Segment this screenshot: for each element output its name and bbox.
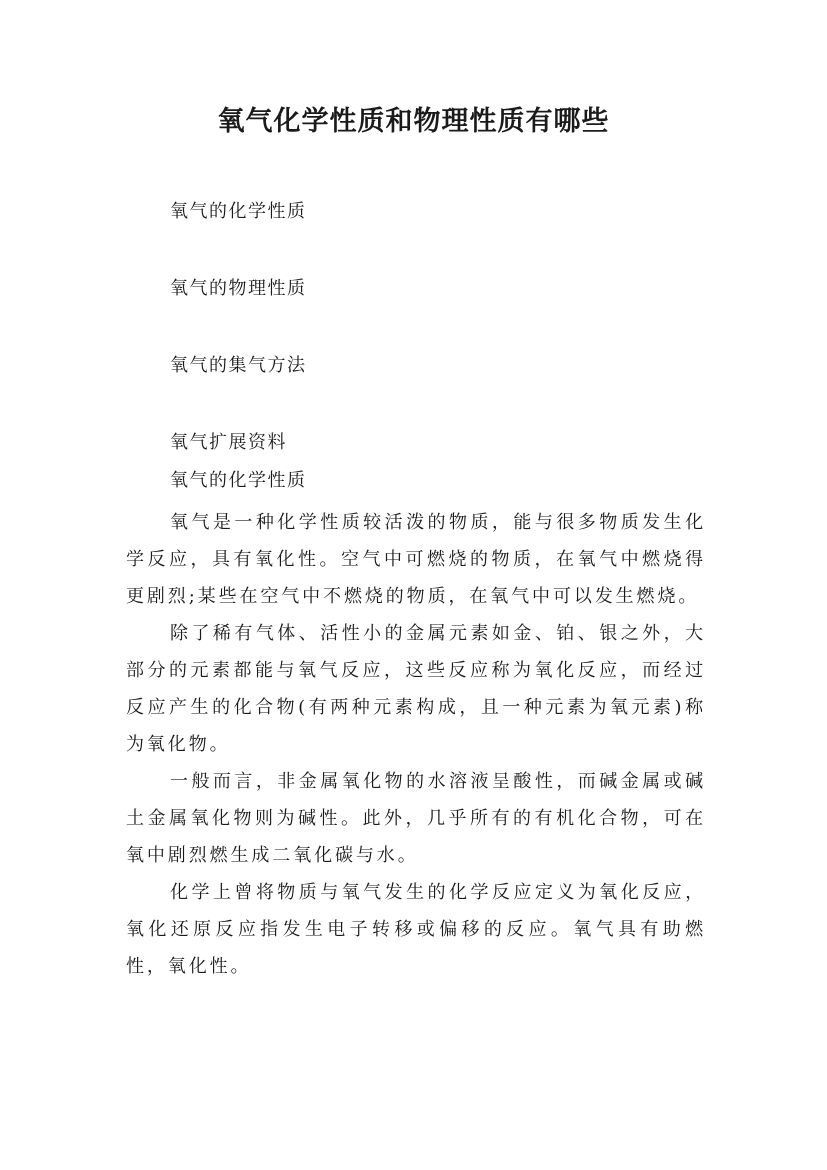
body-text: [126, 504, 706, 985]
paragraph: 一般而言，非金属氧化物的水溶液呈酸性，而碱金属或碱土金属氧化物则为碱性。此外，几乎所有的有机化合物，可在氧中剧烈燃生成二氧化碳与水。: [126, 771, 706, 866]
toc-item-physical-properties: 氧气的物理性质: [170, 278, 307, 299]
paragraph: 除了稀有气体、活性小的金属元素如金、铂、银之外，大部分的元素都能与氧气反应，这些反应称为氧化反应，而经过反应产生的化合物(有两种元素构成，且一种元素为氧元素)称为氧化物。: [126, 623, 706, 755]
toc-item-collection-method: 氧气的集气方法: [170, 355, 307, 376]
toc-item-extended-info: 氧气扩展资料: [170, 432, 287, 453]
section-heading: 氧气的化学性质: [170, 470, 307, 491]
toc-item-chemical-properties: 氧气的化学性质: [170, 201, 307, 222]
paragraph: 氧气是一种化学性质较活泼的物质，能与很多物质发生化学反应，具有氧化性。空气中可燃烧的物质，在氧气中燃烧得更剧烈;某些在空气中不燃烧的物质，在氧气中可以发生燃烧。: [126, 512, 706, 607]
page-title: 氧气化学性质和物理性质有哪些: [217, 106, 610, 137]
paragraph: 化学上曾将物质与氧气发生的化学反应定义为氧化反应，氧化还原反应指发生电子转移或偏移的反应。氧气具有助燃性，氧化性。: [126, 882, 706, 977]
